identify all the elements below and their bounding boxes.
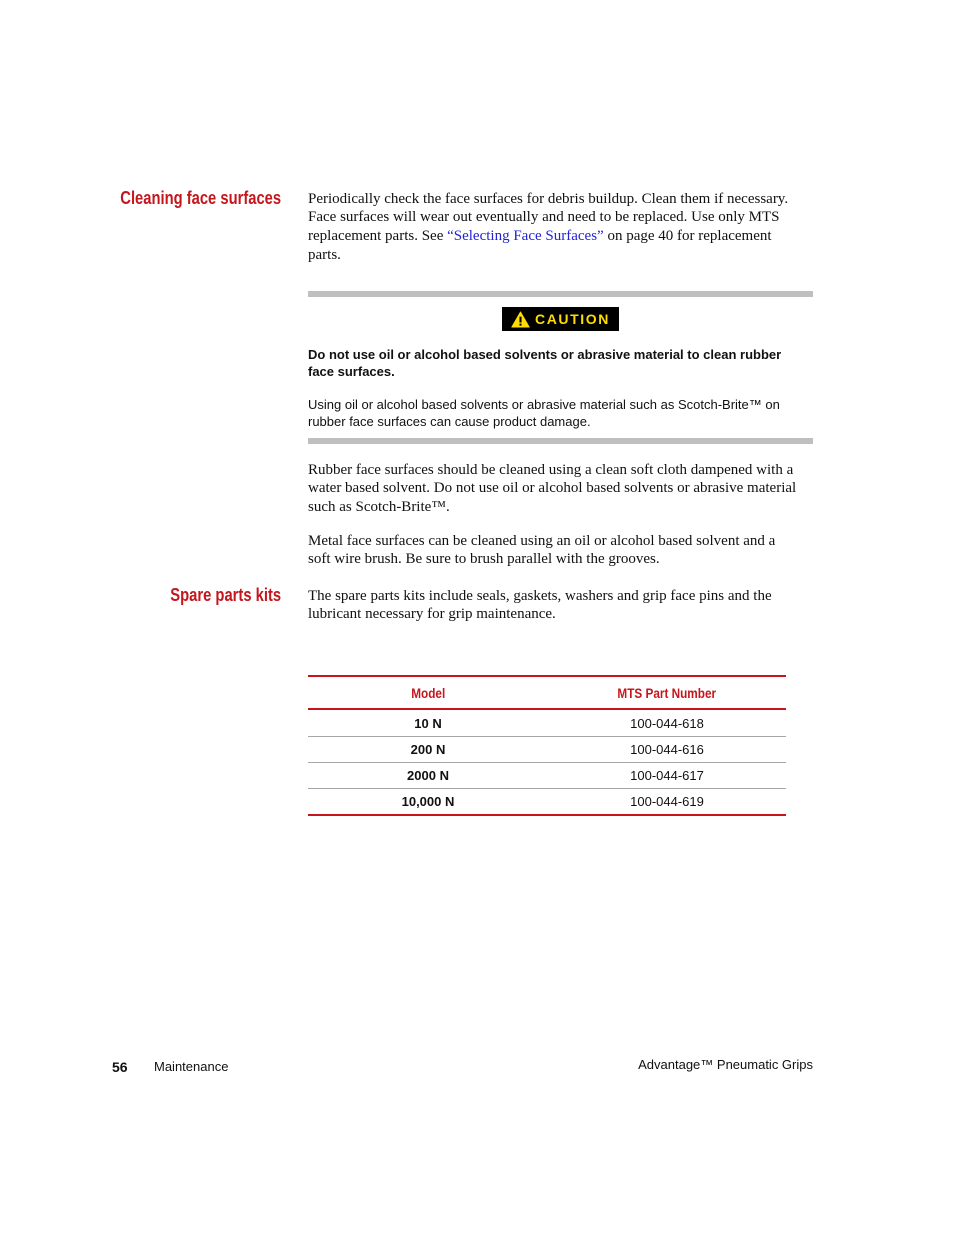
section-heading-spare-parts-kits — [0, 585, 281, 605]
model-cell: 10,000 N — [401, 794, 455, 809]
section-heading-cleaning-face-surfaces — [0, 188, 281, 208]
cleaning-intro-paragraph — [308, 190, 788, 265]
caution-top-bar — [308, 291, 813, 297]
footer-chapter: Maintenance — [154, 1059, 229, 1074]
model-cell: 2000 N — [407, 768, 449, 783]
table-header-model — [308, 677, 548, 708]
warning-triangle-icon — [511, 311, 530, 328]
paragraph-line: Periodically check the face surfaces for debris buildup. Clean them if necessary. — [308, 190, 789, 207]
model-cell: 200 N — [410, 742, 446, 757]
table-row — [308, 710, 786, 736]
caution-label-text: CAUTION — [535, 311, 610, 327]
paragraph-line: Rubber face surfaces should be cleaned using a clean soft cloth dampened with a — [308, 461, 794, 478]
spare-parts-table — [308, 675, 786, 816]
paragraph-line: Face surfaces will wear out eventually and need to be replaced. Use only MTS — [308, 209, 780, 226]
caution-line: Using oil or alcohol based solvents or abrasive material such as Scotch-Brite™ on — [308, 397, 780, 412]
caution-line: Do not use oil or alcohol based solvents or abrasive material to clean rubber — [308, 347, 782, 362]
page-number: 56 — [112, 1059, 128, 1075]
part-number-cell: 100-044-618 — [630, 715, 704, 731]
section-heading-text: Cleaning face surfaces — [120, 188, 281, 208]
table-header-row — [308, 677, 786, 710]
caution-line: face surfaces. — [308, 364, 395, 379]
paragraph-line: The spare parts kits include seals, gaskets, washers and grip face pins and the — [308, 587, 772, 604]
spare-parts-paragraph — [308, 587, 772, 624]
table-row — [308, 736, 786, 762]
caution-hazard-statement — [308, 346, 781, 380]
paragraph-line: such as Scotch-Brite™. — [308, 499, 450, 515]
paragraph-line: parts. — [308, 246, 341, 263]
paragraph-text: on page 40 for replacement — [603, 227, 772, 244]
model-cell: 10 N — [414, 715, 442, 731]
part-number-cell: 100-044-617 — [630, 768, 704, 783]
part-number-cell: 100-044-616 — [630, 742, 704, 757]
header-text: MTS Part Number — [617, 684, 717, 701]
paragraph-line: Metal face surfaces can be cleaned using an oil or alcohol based solvent and a — [308, 532, 776, 549]
caution-bottom-bar — [308, 438, 813, 444]
header-text: Model — [411, 684, 445, 701]
metal-cleaning-paragraph — [308, 532, 775, 569]
caution-consequence-statement — [308, 396, 780, 430]
footer-book-title: Advantage™ Pneumatic Grips — [638, 1057, 813, 1072]
selecting-face-surfaces-link[interactable]: “Selecting Face Surfaces” — [447, 227, 604, 244]
paragraph-line — [308, 227, 788, 246]
paragraph-line: lubricant necessary for grip maintenance. — [308, 606, 556, 623]
paragraph-line: water based solvent. Do not use oil or alcohol based solvents or abrasive material — [308, 480, 797, 497]
caution-label — [502, 307, 619, 331]
paragraph-text: replacement parts. See — [308, 227, 448, 244]
table-row — [308, 762, 786, 788]
rubber-cleaning-paragraph — [308, 461, 796, 517]
section-heading-text: Spare parts kits — [170, 585, 281, 605]
caution-line: rubber face surfaces can cause product damage. — [308, 414, 591, 429]
table-header-part-number — [548, 677, 786, 708]
paragraph-line: soft wire brush. Be sure to brush parallel with the grooves. — [308, 551, 660, 568]
table-row — [308, 788, 786, 814]
part-number-cell: 100-044-619 — [630, 794, 704, 809]
